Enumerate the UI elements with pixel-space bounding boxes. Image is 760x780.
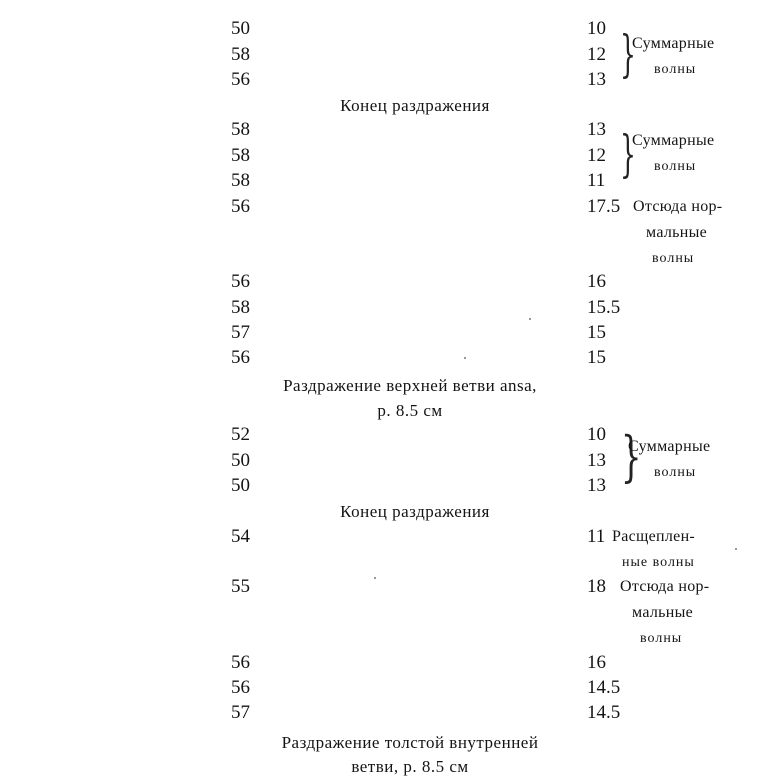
right-value: 12	[587, 145, 606, 166]
section-heading: Раздражение толстой внутренней	[281, 733, 539, 752]
left-value: 50	[231, 475, 250, 496]
left-value: 57	[231, 322, 250, 343]
left-value: 55	[231, 576, 250, 597]
right-value: 16	[587, 652, 606, 673]
annotation: волны	[654, 159, 697, 174]
scan-speck	[374, 577, 376, 579]
annotation: ные волны	[622, 555, 695, 570]
right-value: 18	[587, 576, 606, 597]
table-row	[0, 345, 760, 371]
annotation: волны	[654, 465, 697, 480]
left-value: 54	[231, 526, 250, 547]
left-value: 58	[231, 170, 250, 191]
left-value: 57	[231, 702, 250, 723]
left-value: 56	[231, 677, 250, 698]
right-value: 13	[587, 69, 606, 90]
annotation: волны	[654, 62, 697, 77]
section-heading: Конец раздражения	[340, 96, 490, 115]
scan-speck	[464, 357, 466, 359]
right-value: 13	[587, 450, 606, 471]
table-row	[0, 675, 760, 701]
section-heading: Конец раздражения	[340, 502, 490, 521]
section-heading: Раздражение верхней ветви ansa,	[283, 376, 537, 395]
left-value: 58	[231, 119, 250, 140]
left-value: 58	[231, 145, 250, 166]
table-row	[0, 700, 760, 726]
right-value: 15.5	[587, 297, 621, 318]
table-row	[0, 473, 760, 499]
right-value: 15	[587, 322, 606, 343]
right-value: 16	[587, 271, 606, 292]
brace-icon: }	[619, 25, 636, 83]
section-heading: р. 8.5 см	[377, 401, 443, 420]
right-value: 12	[587, 44, 606, 65]
left-value: 56	[231, 652, 250, 673]
right-value: 14.5	[587, 677, 621, 698]
annotation: волны	[652, 251, 695, 266]
annotation: Суммарные	[632, 35, 715, 52]
right-value: 17.5	[587, 196, 621, 217]
right-value: 10	[587, 18, 606, 39]
left-value: 58	[231, 44, 250, 65]
brace-icon: }	[619, 125, 636, 183]
right-value: 15	[587, 347, 606, 368]
annotation: мальные	[646, 224, 708, 241]
scan-speck	[529, 318, 531, 320]
table-row	[0, 650, 760, 676]
annotation: Суммарные	[632, 132, 715, 149]
annotation: волны	[640, 631, 683, 646]
left-value: 56	[231, 69, 250, 90]
table-row	[0, 320, 760, 346]
right-value: 14.5	[587, 702, 621, 723]
left-value: 52	[231, 424, 250, 445]
right-value: 11	[587, 526, 606, 547]
left-value: 56	[231, 271, 250, 292]
left-value: 56	[231, 196, 250, 217]
right-value: 10	[587, 424, 606, 445]
annotation: Отсюда нор-	[620, 578, 710, 595]
left-value: 50	[231, 450, 250, 471]
table-row	[0, 269, 760, 295]
left-value: 58	[231, 297, 250, 318]
annotation: Расщеплен-	[612, 528, 696, 545]
annotation: Отсюда нор-	[633, 198, 723, 215]
right-value: 11	[587, 170, 606, 191]
right-value: 13	[587, 119, 606, 140]
right-value: 13	[587, 475, 606, 496]
brace-icon: }	[620, 425, 642, 488]
section-heading: ветви, р. 8.5 см	[351, 757, 469, 776]
left-value: 56	[231, 347, 250, 368]
left-value: 50	[231, 18, 250, 39]
table-row	[0, 168, 760, 194]
scan-speck	[735, 548, 737, 550]
table-row	[0, 295, 760, 321]
table-row	[0, 67, 760, 93]
annotation: мальные	[632, 604, 694, 621]
annotation: Суммарные	[628, 438, 711, 455]
